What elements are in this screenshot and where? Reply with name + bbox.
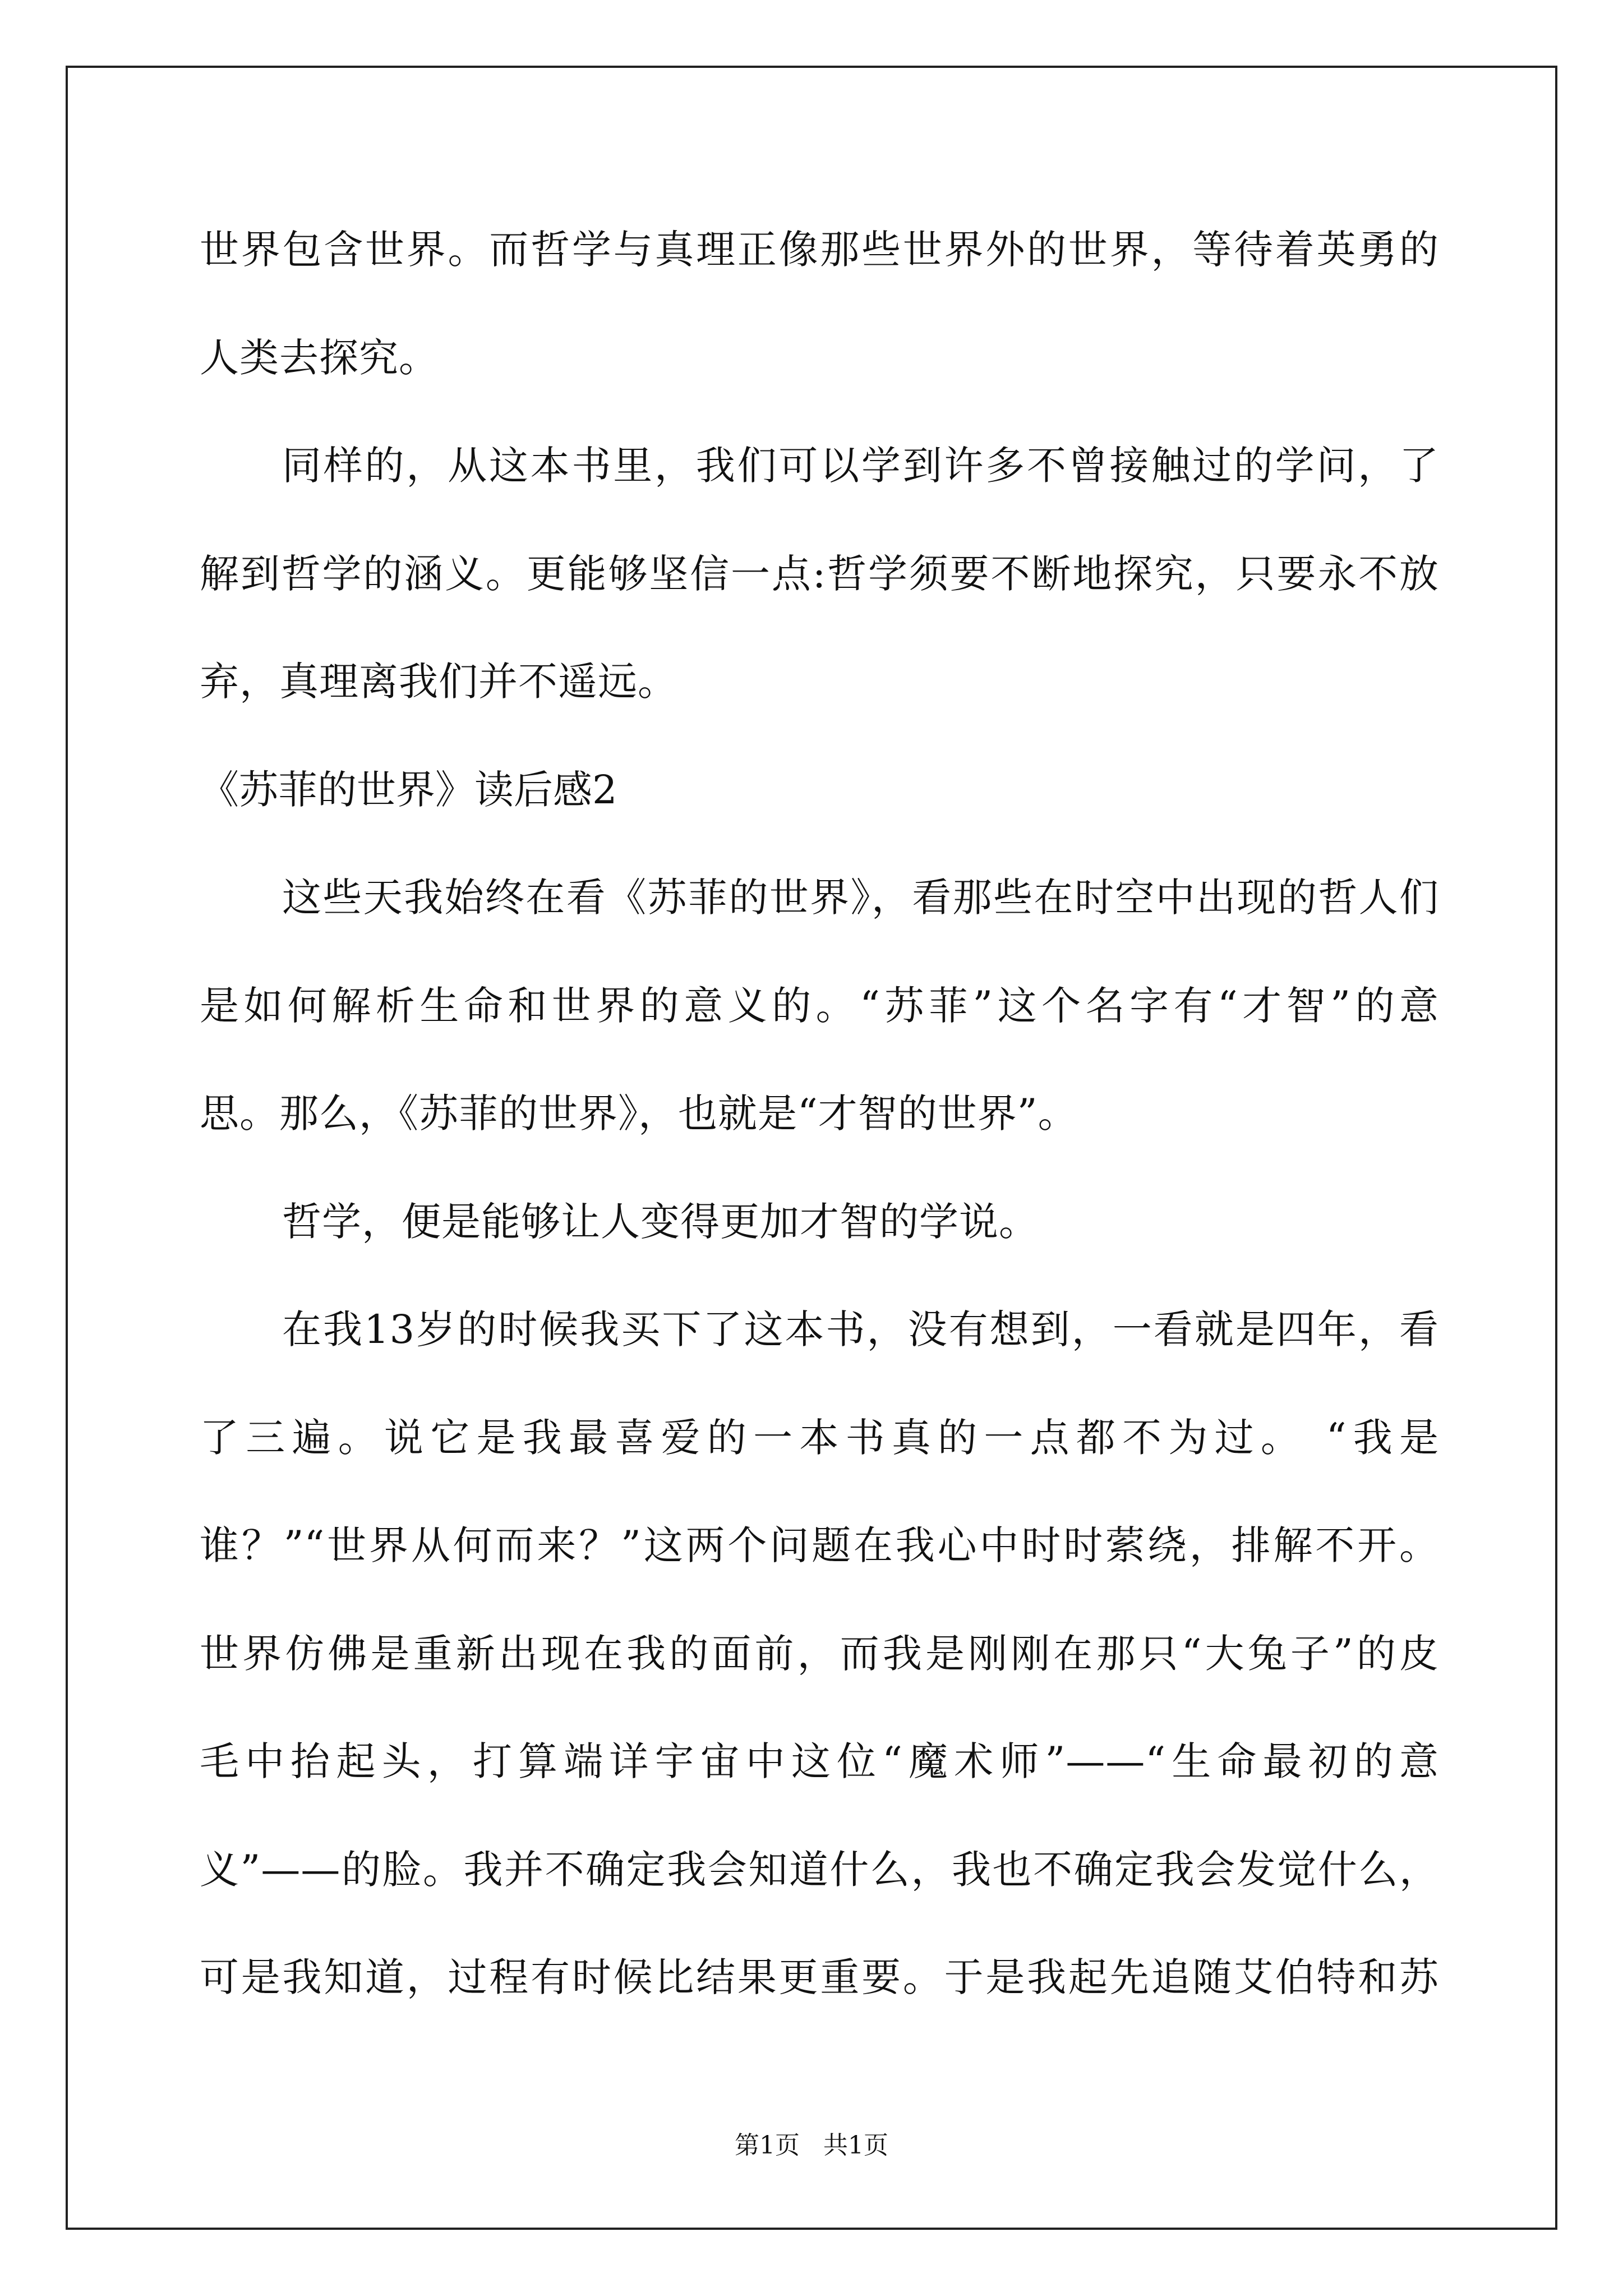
body-text-line: 义”——的脸。我并不确定我会知道什么，我也不确定我会发觉什么， (200, 1847, 1439, 1893)
page-border (66, 66, 1557, 2230)
page-number-footer: 第1页 共1页 (735, 2131, 888, 2160)
body-text-line: 了三遍。说它是我最喜爱的一本书真的一点都不为过。 “我是 (200, 1415, 1439, 1461)
body-text-line: 这些天我始终在看《苏菲的世界》，看那些在时空中出现的哲人们 (282, 875, 1439, 921)
body-text-line: 谁？”“世界从何而来？”这两个问题在我心中时时萦绕，排解不开。 (200, 1522, 1439, 1568)
body-text-line: 同样的，从这本书里，我们可以学到许多不曾接触过的学问，了 (282, 443, 1439, 489)
body-text-line: 思。那么，《苏菲的世界》，也就是“才智的世界”。 (200, 1091, 1078, 1137)
body-text-line: 世界包含世界。而哲学与真理正像那些世界外的世界，等待着英勇的 (200, 227, 1439, 273)
body-text-line: 是如何解析生命和世界的意义的。“苏菲”这个名字有“才智”的意 (200, 983, 1439, 1029)
body-text-line: 在我13岁的时候我买下了这本书，没有想到，一看就是四年，看 (282, 1306, 1439, 1352)
body-text-line: 解到哲学的涵义。更能够坚信一点:哲学须要不断地探究，只要永不放 (200, 551, 1439, 597)
body-text-line: 毛中抬起头，打算端详宇宙中这位“魔术师”——“生命最初的意 (200, 1738, 1439, 1784)
section-heading: 《苏菲的世界》读后感2 (200, 767, 617, 813)
body-text-line: 弃，真理离我们并不遥远。 (200, 659, 677, 705)
body-text-line: 人类去探究。 (200, 335, 439, 381)
body-text-line: 可是我知道，过程有时候比结果更重要。于是我起先追随艾伯特和苏 (200, 1954, 1439, 2000)
body-text-line: 世界仿佛是重新出现在我的面前，而我是刚刚在那只“大兔子”的皮 (200, 1631, 1439, 1677)
body-text-line: 哲学，便是能够让人变得更加才智的学说。 (282, 1199, 1039, 1245)
